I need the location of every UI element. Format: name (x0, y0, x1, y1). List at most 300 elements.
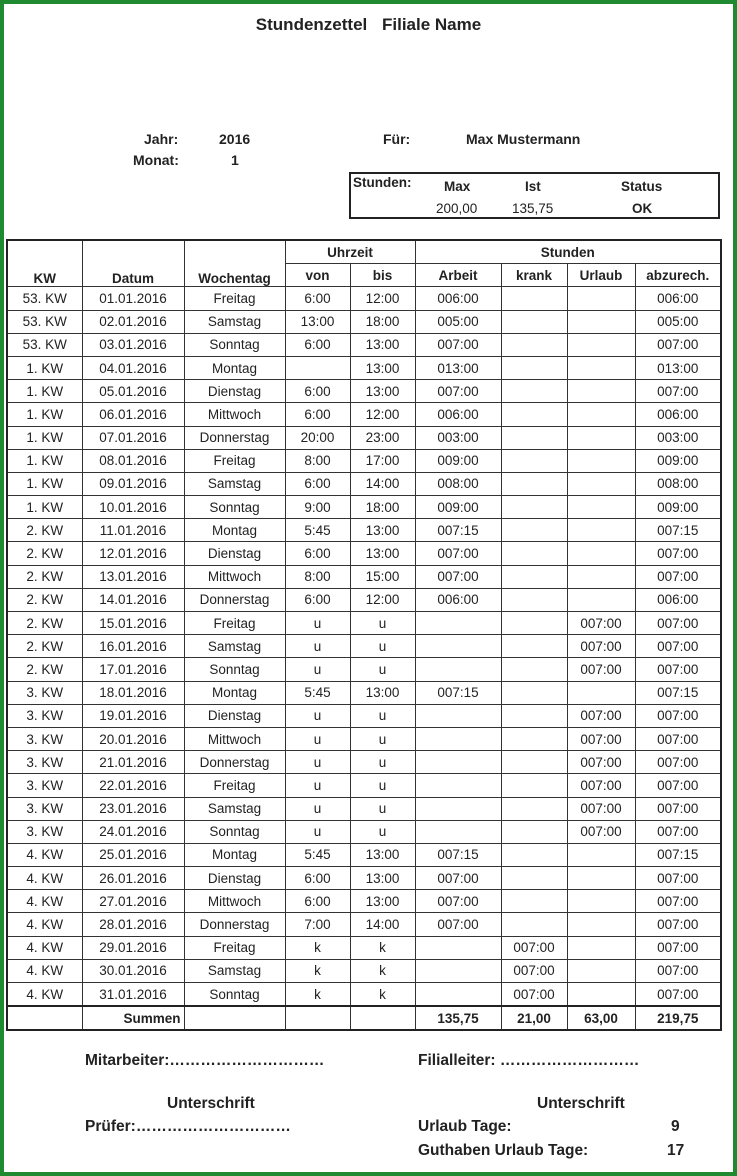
cell-urlaub (567, 843, 635, 866)
cell-wochentag: Donnerstag (184, 751, 285, 774)
cell-urlaub (567, 867, 635, 890)
cell-krank (501, 310, 567, 333)
cell-bis: 15:00 (350, 565, 415, 588)
cell-wochentag: Donnerstag (184, 588, 285, 611)
table-row (7, 565, 721, 588)
cell-abzurech: 007:00 (635, 635, 721, 658)
cell-bis: 13:00 (350, 380, 415, 403)
cell-datum: 23.01.2016 (82, 797, 184, 820)
page-title (0, 15, 737, 35)
cell-krank: 007:00 (501, 936, 567, 959)
cell-wochentag: Samstag (184, 959, 285, 982)
cell-urlaub (567, 449, 635, 472)
cell-urlaub (567, 403, 635, 426)
cell-kw: 4. KW (7, 936, 82, 959)
cell-arbeit (415, 727, 501, 750)
cell-arbeit (415, 704, 501, 727)
cell-urlaub (567, 588, 635, 611)
cell-krank (501, 867, 567, 890)
cell-bis: u (350, 751, 415, 774)
cell-bis: 13:00 (350, 890, 415, 913)
cell-urlaub: 007:00 (567, 658, 635, 681)
cell-bis: k (350, 959, 415, 982)
cell-krank (501, 380, 567, 403)
cell-krank (501, 588, 567, 611)
cell-von: 5:45 (285, 519, 350, 542)
cell-bis: 12:00 (350, 403, 415, 426)
cell-krank (501, 658, 567, 681)
cell-arbeit: 006:00 (415, 403, 501, 426)
cell-abzurech: 003:00 (635, 426, 721, 449)
cell-von: 6:00 (285, 588, 350, 611)
cell-bis: 17:00 (350, 449, 415, 472)
cell-arbeit (415, 820, 501, 843)
table-row (7, 333, 721, 356)
cell-wochentag: Sonntag (184, 333, 285, 356)
urlaub-tage-value: 9 (671, 1118, 680, 1135)
cell-abzurech: 007:00 (635, 913, 721, 936)
cell-bis: 18:00 (350, 496, 415, 519)
cell-urlaub (567, 356, 635, 379)
cell-kw: 3. KW (7, 681, 82, 704)
cell-arbeit: 007:00 (415, 565, 501, 588)
cell-datum: 18.01.2016 (82, 681, 184, 704)
cell-bis: u (350, 635, 415, 658)
cell-krank (501, 635, 567, 658)
cell-datum: 22.01.2016 (82, 774, 184, 797)
cell-datum: 07.01.2016 (82, 426, 184, 449)
cell-abzurech: 007:00 (635, 704, 721, 727)
cell-bis: 13:00 (350, 542, 415, 565)
cell-wochentag: Samstag (184, 310, 285, 333)
cell-krank (501, 681, 567, 704)
cell-datum: 03.01.2016 (82, 333, 184, 356)
cell-datum: 20.01.2016 (82, 727, 184, 750)
cell-abzurech: 007:00 (635, 565, 721, 588)
summen-arbeit: 135,75 (415, 1006, 501, 1030)
cell-kw: 53. KW (7, 333, 82, 356)
cell-arbeit: 007:00 (415, 867, 501, 890)
cell-bis: 13:00 (350, 867, 415, 890)
cell-kw: 2. KW (7, 612, 82, 635)
cell-wochentag: Dienstag (184, 380, 285, 403)
cell-datum: 29.01.2016 (82, 936, 184, 959)
header-datum: Datum (82, 240, 184, 287)
summen-urlaub: 63,00 (567, 1006, 635, 1030)
cell-bis: u (350, 704, 415, 727)
cell-bis: 12:00 (350, 287, 415, 310)
cell-kw: 1. KW (7, 356, 82, 379)
cell-wochentag: Mittwoch (184, 727, 285, 750)
cell-abzurech: 007:00 (635, 797, 721, 820)
table-row (7, 820, 721, 843)
cell-urlaub: 007:00 (567, 704, 635, 727)
cell-wochentag: Freitag (184, 612, 285, 635)
summen-row (7, 1006, 721, 1030)
cell-wochentag: Sonntag (184, 658, 285, 681)
cell-arbeit (415, 658, 501, 681)
cell-abzurech: 006:00 (635, 588, 721, 611)
cell-abzurech: 009:00 (635, 449, 721, 472)
cell-wochentag: Samstag (184, 635, 285, 658)
cell-datum: 04.01.2016 (82, 356, 184, 379)
cell-urlaub: 007:00 (567, 774, 635, 797)
mitarbeiter-signature-line: Mitarbeiter:………………………… (85, 1052, 325, 1069)
cell-bis: 13:00 (350, 356, 415, 379)
cell-urlaub: 007:00 (567, 727, 635, 750)
cell-arbeit: 006:00 (415, 588, 501, 611)
cell-urlaub (567, 913, 635, 936)
cell-urlaub (567, 426, 635, 449)
summen-label: Summen (82, 1006, 184, 1030)
table-row (7, 635, 721, 658)
cell-von: 6:00 (285, 867, 350, 890)
cell-datum: 28.01.2016 (82, 913, 184, 936)
table-row (7, 380, 721, 403)
cell-kw: 4. KW (7, 843, 82, 866)
cell-kw: 4. KW (7, 913, 82, 936)
cell-abzurech: 007:00 (635, 727, 721, 750)
cell-krank (501, 472, 567, 495)
cell-wochentag: Samstag (184, 472, 285, 495)
cell-datum: 09.01.2016 (82, 472, 184, 495)
cell-krank (501, 612, 567, 635)
cell-kw: 4. KW (7, 890, 82, 913)
cell-arbeit (415, 635, 501, 658)
cell-kw: 3. KW (7, 704, 82, 727)
cell-kw: 3. KW (7, 751, 82, 774)
cell-datum: 12.01.2016 (82, 542, 184, 565)
cell-arbeit: 007:00 (415, 890, 501, 913)
cell-krank (501, 797, 567, 820)
cell-arbeit (415, 751, 501, 774)
cell-kw: 4. KW (7, 959, 82, 982)
table-row (7, 983, 721, 1007)
cell-von: 6:00 (285, 287, 350, 310)
cell-von: 6:00 (285, 890, 350, 913)
cell-abzurech: 007:00 (635, 658, 721, 681)
cell-abzurech: 007:00 (635, 867, 721, 890)
cell-wochentag: Dienstag (184, 867, 285, 890)
table-row (7, 403, 721, 426)
table-row (7, 287, 721, 310)
cell-kw: 3. KW (7, 797, 82, 820)
cell-datum: 24.01.2016 (82, 820, 184, 843)
cell-bis: 13:00 (350, 681, 415, 704)
guthaben-label: Guthaben Urlaub Tage: (418, 1142, 589, 1159)
table-row (7, 727, 721, 750)
cell-wochentag: Montag (184, 843, 285, 866)
cell-datum: 06.01.2016 (82, 403, 184, 426)
cell-von: 8:00 (285, 565, 350, 588)
cell-urlaub (567, 681, 635, 704)
cell-arbeit (415, 612, 501, 635)
cell-datum: 05.01.2016 (82, 380, 184, 403)
cell-wochentag: Mittwoch (184, 890, 285, 913)
table-row (7, 496, 721, 519)
cell-von: 6:00 (285, 472, 350, 495)
cell-kw: 53. KW (7, 287, 82, 310)
header-wochentag: Wochentag (184, 240, 285, 287)
cell-abzurech: 007:00 (635, 380, 721, 403)
cell-von (285, 356, 350, 379)
cell-kw: 2. KW (7, 565, 82, 588)
cell-von: u (285, 820, 350, 843)
cell-kw: 3. KW (7, 727, 82, 750)
cell-krank (501, 333, 567, 356)
cell-krank (501, 913, 567, 936)
summen-empty (7, 1006, 82, 1030)
header-von: von (285, 264, 350, 287)
summen-empty (184, 1006, 285, 1030)
cell-datum: 26.01.2016 (82, 867, 184, 890)
cell-datum: 13.01.2016 (82, 565, 184, 588)
summen-empty (350, 1006, 415, 1030)
employee-name: Max Mustermann (466, 131, 581, 147)
cell-datum: 30.01.2016 (82, 959, 184, 982)
cell-abzurech: 013:00 (635, 356, 721, 379)
cell-urlaub (567, 936, 635, 959)
cell-wochentag: Dienstag (184, 542, 285, 565)
cell-urlaub: 007:00 (567, 612, 635, 635)
cell-datum: 27.01.2016 (82, 890, 184, 913)
table-row (7, 472, 721, 495)
cell-von: 6:00 (285, 542, 350, 565)
cell-von: u (285, 774, 350, 797)
table-row (7, 612, 721, 635)
header-uhrzeit: Uhrzeit (285, 240, 415, 264)
ist-value: 135,75 (512, 201, 554, 216)
cell-urlaub: 007:00 (567, 751, 635, 774)
cell-kw: 2. KW (7, 519, 82, 542)
cell-bis: u (350, 797, 415, 820)
cell-krank (501, 496, 567, 519)
cell-krank (501, 774, 567, 797)
cell-bis: u (350, 612, 415, 635)
cell-von: u (285, 727, 350, 750)
status-value: OK (632, 201, 653, 216)
table-row (7, 913, 721, 936)
cell-von: 9:00 (285, 496, 350, 519)
cell-abzurech: 007:00 (635, 774, 721, 797)
cell-abzurech: 006:00 (635, 403, 721, 426)
cell-datum: 10.01.2016 (82, 496, 184, 519)
max-value: 200,00 (436, 201, 478, 216)
cell-kw: 1. KW (7, 426, 82, 449)
cell-datum: 25.01.2016 (82, 843, 184, 866)
cell-von: u (285, 612, 350, 635)
monat-value: 1 (231, 152, 239, 168)
cell-abzurech: 009:00 (635, 496, 721, 519)
cell-von: 7:00 (285, 913, 350, 936)
cell-datum: 02.01.2016 (82, 310, 184, 333)
cell-kw: 3. KW (7, 820, 82, 843)
cell-datum: 08.01.2016 (82, 449, 184, 472)
table-row (7, 519, 721, 542)
cell-von: u (285, 751, 350, 774)
cell-urlaub (567, 287, 635, 310)
cell-bis: u (350, 727, 415, 750)
cell-urlaub (567, 496, 635, 519)
table-row (7, 843, 721, 866)
cell-wochentag: Sonntag (184, 496, 285, 519)
cell-urlaub (567, 310, 635, 333)
table-row (7, 588, 721, 611)
header-arbeit: Arbeit (415, 264, 501, 287)
cell-abzurech: 007:00 (635, 333, 721, 356)
urlaub-tage-label: Urlaub Tage: (418, 1118, 512, 1135)
cell-urlaub (567, 959, 635, 982)
stunden-label: Stunden: (353, 175, 412, 190)
cell-datum: 15.01.2016 (82, 612, 184, 635)
cell-von: 6:00 (285, 333, 350, 356)
table-row (7, 310, 721, 333)
cell-kw: 2. KW (7, 542, 82, 565)
unterschrift-right: Unterschrift (537, 1095, 625, 1112)
cell-abzurech: 007:00 (635, 936, 721, 959)
table-row (7, 867, 721, 890)
cell-kw: 2. KW (7, 658, 82, 681)
cell-bis: 13:00 (350, 333, 415, 356)
cell-von: u (285, 658, 350, 681)
cell-abzurech: 007:00 (635, 959, 721, 982)
cell-bis: u (350, 820, 415, 843)
cell-kw: 4. KW (7, 983, 82, 1007)
cell-abzurech: 007:00 (635, 542, 721, 565)
table-row (7, 356, 721, 379)
cell-kw: 1. KW (7, 449, 82, 472)
cell-bis: 18:00 (350, 310, 415, 333)
cell-arbeit: 013:00 (415, 356, 501, 379)
cell-datum: 19.01.2016 (82, 704, 184, 727)
cell-urlaub (567, 983, 635, 1007)
guthaben-value: 17 (667, 1142, 685, 1159)
cell-wochentag: Montag (184, 519, 285, 542)
cell-von: 8:00 (285, 449, 350, 472)
timesheet-table (6, 239, 722, 1031)
cell-datum: 01.01.2016 (82, 287, 184, 310)
cell-kw: 53. KW (7, 310, 82, 333)
cell-bis: 23:00 (350, 426, 415, 449)
max-label: Max (444, 179, 471, 194)
cell-krank (501, 542, 567, 565)
cell-wochentag: Montag (184, 356, 285, 379)
filialleiter-signature-line: Filialleiter: ……………………… (418, 1052, 640, 1069)
cell-wochentag: Sonntag (184, 820, 285, 843)
summen-abzurech: 219,75 (635, 1006, 721, 1030)
cell-krank (501, 426, 567, 449)
cell-krank (501, 449, 567, 472)
cell-arbeit: 009:00 (415, 496, 501, 519)
cell-bis: 14:00 (350, 472, 415, 495)
cell-bis: k (350, 936, 415, 959)
cell-krank (501, 890, 567, 913)
cell-abzurech: 007:00 (635, 612, 721, 635)
cell-arbeit (415, 936, 501, 959)
cell-arbeit: 007:00 (415, 333, 501, 356)
cell-krank: 007:00 (501, 959, 567, 982)
table-row (7, 658, 721, 681)
cell-abzurech: 007:00 (635, 751, 721, 774)
cell-krank (501, 843, 567, 866)
cell-kw: 1. KW (7, 380, 82, 403)
table-row (7, 681, 721, 704)
cell-von: u (285, 704, 350, 727)
cell-arbeit (415, 959, 501, 982)
header-krank: krank (501, 264, 567, 287)
branch-name: Filiale Name (381, 15, 482, 34)
cell-krank (501, 820, 567, 843)
jahr-label: Jahr: (144, 131, 179, 147)
cell-bis: u (350, 658, 415, 681)
cell-datum: 11.01.2016 (82, 519, 184, 542)
monat-label: Monat: (133, 152, 179, 168)
cell-arbeit: 007:00 (415, 542, 501, 565)
cell-datum: 14.01.2016 (82, 588, 184, 611)
pruefer-signature-line: Prüfer:………………………… (85, 1118, 291, 1135)
cell-von: 6:00 (285, 403, 350, 426)
cell-bis: u (350, 774, 415, 797)
unterschrift-left: Unterschrift (167, 1095, 255, 1112)
cell-arbeit: 007:15 (415, 843, 501, 866)
cell-krank (501, 727, 567, 750)
cell-arbeit: 007:00 (415, 380, 501, 403)
hours-status-box (349, 172, 720, 219)
cell-kw: 2. KW (7, 588, 82, 611)
cell-datum: 16.01.2016 (82, 635, 184, 658)
cell-bis: 13:00 (350, 843, 415, 866)
table-row (7, 426, 721, 449)
cell-von: u (285, 797, 350, 820)
cell-abzurech: 007:15 (635, 681, 721, 704)
cell-urlaub: 007:00 (567, 635, 635, 658)
cell-wochentag: Freitag (184, 449, 285, 472)
cell-urlaub (567, 890, 635, 913)
cell-wochentag: Donnerstag (184, 426, 285, 449)
cell-krank (501, 403, 567, 426)
cell-wochentag: Mittwoch (184, 565, 285, 588)
cell-abzurech: 007:00 (635, 890, 721, 913)
cell-wochentag: Montag (184, 681, 285, 704)
header-urlaub: Urlaub (567, 264, 635, 287)
header-abzurech: abzurech. (635, 264, 721, 287)
fuer-label: Für: (383, 131, 411, 147)
cell-bis: k (350, 983, 415, 1007)
cell-kw: 1. KW (7, 496, 82, 519)
cell-wochentag: Donnerstag (184, 913, 285, 936)
cell-arbeit: 007:15 (415, 519, 501, 542)
cell-wochentag: Freitag (184, 936, 285, 959)
cell-wochentag: Sonntag (184, 983, 285, 1007)
cell-krank (501, 751, 567, 774)
cell-von: k (285, 936, 350, 959)
cell-arbeit: 005:00 (415, 310, 501, 333)
cell-bis: 14:00 (350, 913, 415, 936)
ist-label: Ist (525, 179, 541, 194)
table-row (7, 936, 721, 959)
cell-datum: 21.01.2016 (82, 751, 184, 774)
cell-kw: 4. KW (7, 867, 82, 890)
header-bis: bis (350, 264, 415, 287)
cell-arbeit: 009:00 (415, 449, 501, 472)
cell-urlaub (567, 380, 635, 403)
table-row (7, 751, 721, 774)
status-label: Status (621, 179, 663, 194)
cell-urlaub: 007:00 (567, 797, 635, 820)
cell-abzurech: 006:00 (635, 287, 721, 310)
cell-von: k (285, 959, 350, 982)
cell-wochentag: Mittwoch (184, 403, 285, 426)
